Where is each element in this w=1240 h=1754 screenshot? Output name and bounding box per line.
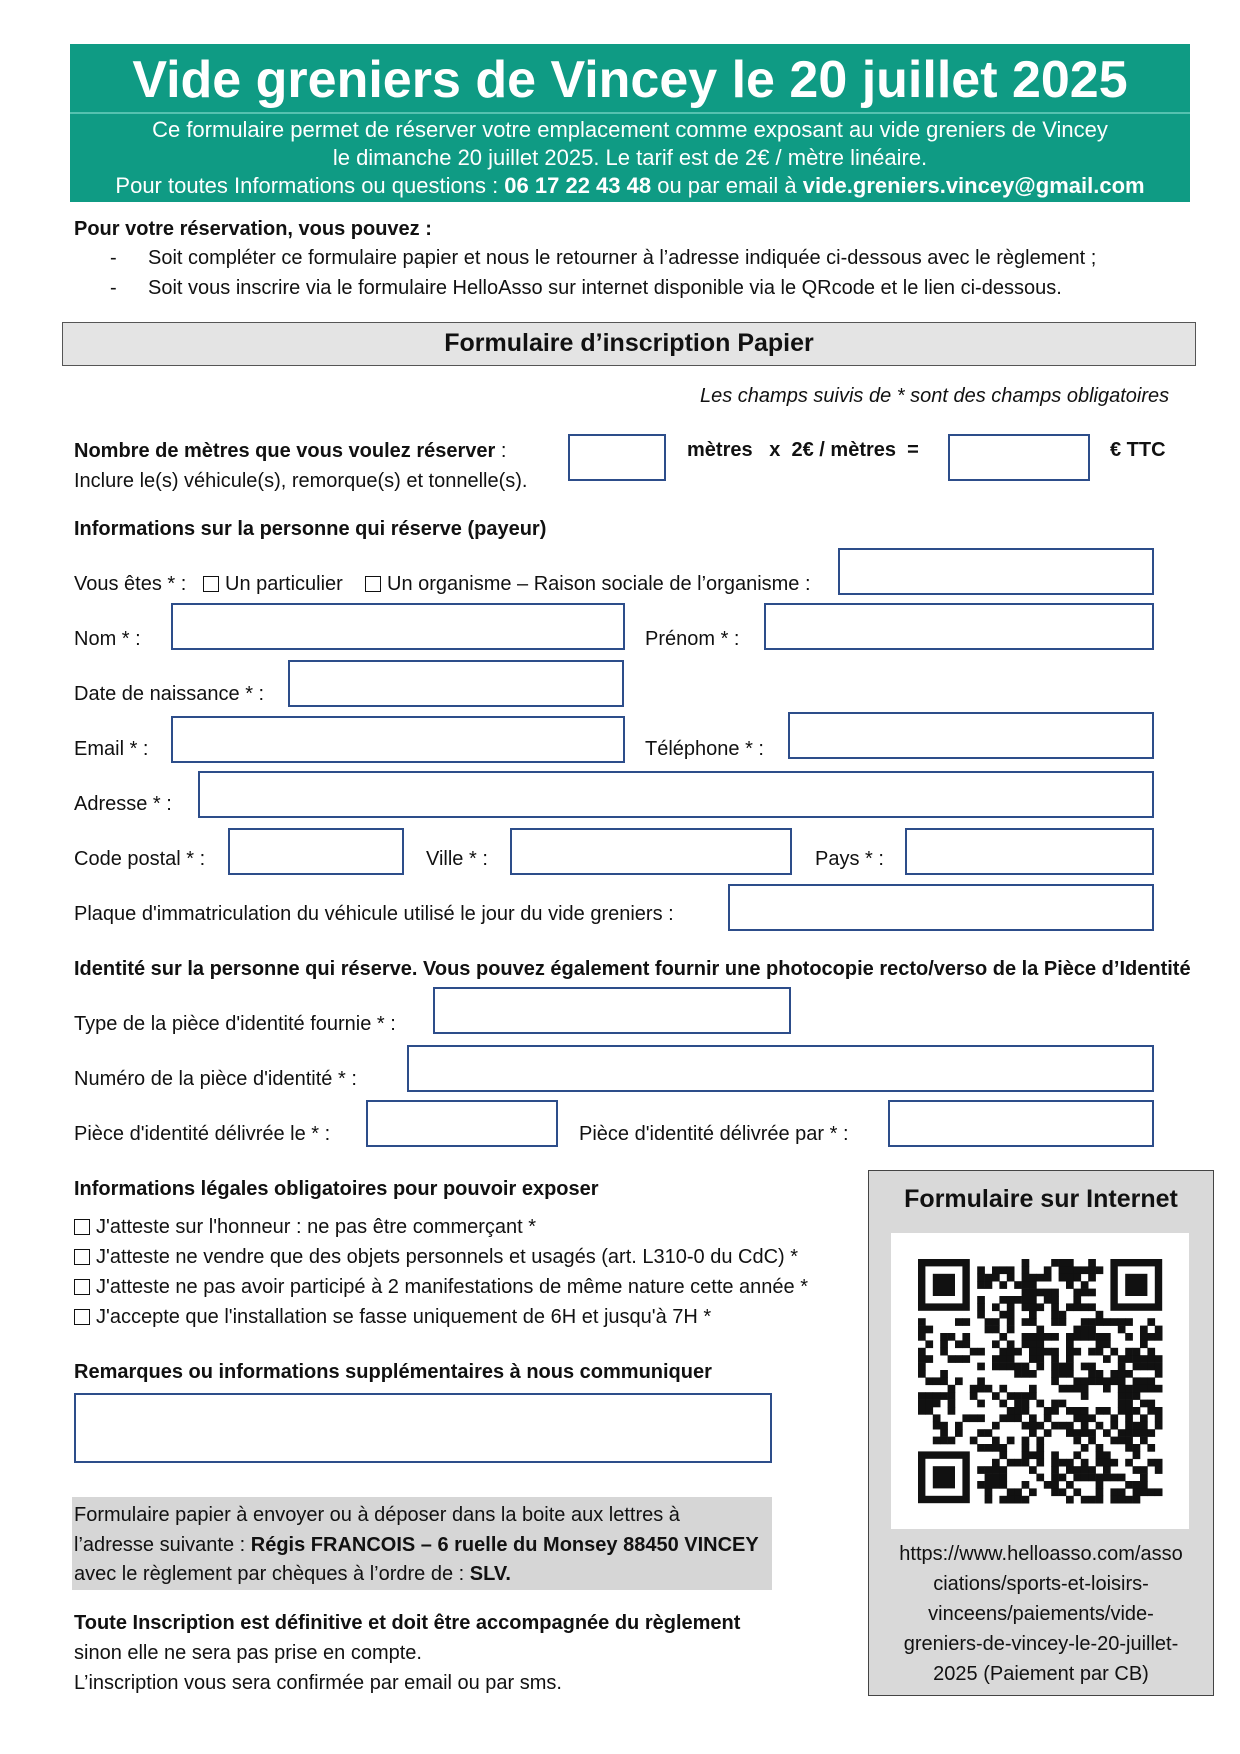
legal-checkbox[interactable] bbox=[74, 1279, 90, 1295]
legal-checkbox[interactable] bbox=[74, 1219, 90, 1235]
qr-code-icon bbox=[891, 1233, 1189, 1529]
contact-email[interactable]: vide.greniers.vincey@gmail.com bbox=[802, 173, 1145, 198]
mailing-address: Régis FRANCOIS – 6 ruelle du Monsey 88450 VINCEY bbox=[250, 1534, 759, 1556]
final-notice: Toute Inscription est définitive et doit être accompagnée du règlement bbox=[74, 1612, 741, 1634]
mailing-line3 bbox=[74, 1561, 511, 1587]
date-naissance-input[interactable] bbox=[288, 660, 624, 707]
currency-label: € TTC bbox=[1110, 439, 1166, 461]
internet-form-panel bbox=[868, 1170, 1214, 1696]
contact-mid: ou par email à bbox=[651, 173, 803, 198]
url-line: 2025 (Paiement par CB) bbox=[933, 1663, 1149, 1685]
code-postal-input[interactable] bbox=[228, 828, 404, 875]
mailing-payee-prefix: avec le règlement par chèques à l’ordre de : bbox=[74, 1563, 470, 1585]
mailing-line1: Formulaire papier à envoyer ou à déposer dans la boite aux lettres à bbox=[74, 1504, 680, 1526]
identity-heading: Identité sur la personne qui réserve. Vous pouvez également fournir une photocopie recto/verso de la Pièce d’Identité bbox=[74, 958, 1191, 980]
id-type-input[interactable] bbox=[433, 987, 791, 1034]
plaque-label: Plaque d'immatriculation du véhicule utilisé le jour du vide greniers : bbox=[74, 903, 674, 925]
bullet-marker: - bbox=[110, 277, 117, 299]
id-type-label: Type de la pièce d'identité fournie * : bbox=[74, 1013, 396, 1035]
form-title: Formulaire d’inscription Papier bbox=[62, 322, 1196, 366]
telephone-label: Téléphone * : bbox=[645, 738, 764, 760]
code-postal-label: Code postal * : bbox=[74, 848, 206, 870]
header-intro-line2: le dimanche 20 juillet 2025. Le tarif est de 2€ / mètre linéaire. bbox=[332, 145, 928, 170]
meters-multiplier: mètres x 2€ / mètres = bbox=[687, 439, 919, 461]
reservation-option-online: Soit vous inscrire via le formulaire HelloAsso sur internet disponible via le QRcode et le lien ci-dessous. bbox=[148, 277, 1062, 299]
id-delivree-le-input[interactable] bbox=[366, 1100, 558, 1147]
date-naissance-label: Date de naissance * : bbox=[74, 683, 265, 705]
meters-label-bold: Nombre de mètres que vous voulez réserver bbox=[74, 440, 496, 462]
legal-item-label: J'atteste sur l'honneur : ne pas être commerçant * bbox=[96, 1216, 537, 1238]
mailing-address-prefix: l’adresse suivante : bbox=[74, 1534, 251, 1556]
header-banner bbox=[70, 44, 1190, 202]
pays-input[interactable] bbox=[905, 828, 1154, 875]
contact-phone[interactable]: 06 17 22 43 48 bbox=[504, 173, 652, 198]
id-delivree-le-label: Pièce d'identité délivrée le * : bbox=[74, 1123, 331, 1145]
url-line: vinceens/paiements/vide- bbox=[928, 1603, 1154, 1625]
plaque-input[interactable] bbox=[728, 884, 1154, 931]
internet-title: Formulaire sur Internet bbox=[904, 1185, 1178, 1213]
remarks-heading: Remarques ou informations supplémentaires à nous communiquer bbox=[74, 1361, 712, 1383]
id-delivree-par-input[interactable] bbox=[888, 1100, 1154, 1147]
remarks-input[interactable] bbox=[74, 1393, 772, 1463]
ville-input[interactable] bbox=[510, 828, 792, 875]
mailing-instructions bbox=[72, 1497, 772, 1590]
particulier-label: Un particulier bbox=[225, 573, 343, 595]
telephone-input[interactable] bbox=[788, 712, 1154, 759]
adresse-label: Adresse * : bbox=[74, 793, 172, 815]
nom-input[interactable] bbox=[171, 603, 625, 650]
bullet-marker: - bbox=[110, 247, 117, 269]
prenom-input[interactable] bbox=[764, 603, 1154, 650]
legal-checkbox[interactable] bbox=[74, 1249, 90, 1265]
ville-label: Ville * : bbox=[426, 848, 488, 870]
legal-item-label: J'accepte que l'installation se fasse uniquement de 6H et jusqu'à 7H * bbox=[96, 1306, 712, 1328]
legal-item-commercant[interactable] bbox=[74, 1214, 536, 1240]
total-price-input[interactable] bbox=[948, 434, 1090, 481]
final-notice-line3: L’inscription vous sera confirmée par email ou par sms. bbox=[74, 1672, 562, 1694]
organisme-option[interactable] bbox=[365, 571, 811, 597]
reservation-option-paper: Soit compléter ce formulaire papier et nous le retourner à l’adresse indiquée ci-dessous avec le règlement ; bbox=[148, 247, 1097, 269]
legal-item-horaires[interactable] bbox=[74, 1304, 711, 1330]
email-label: Email * : bbox=[74, 738, 149, 760]
pays-label: Pays * : bbox=[815, 848, 884, 870]
nom-label: Nom * : bbox=[74, 628, 141, 650]
payer-heading: Informations sur la personne qui réserve (payeur) bbox=[74, 518, 547, 540]
url-line: greniers-de-vincey-le-20-juillet- bbox=[903, 1633, 1179, 1655]
mailing-line2 bbox=[74, 1532, 759, 1558]
meters-sublabel: Inclure le(s) véhicule(s), remorque(s) et tonnelle(s). bbox=[74, 470, 528, 492]
id-numero-label: Numéro de la pièce d'identité * : bbox=[74, 1068, 357, 1090]
url-line: ciations/sports-et-loisirs- bbox=[933, 1573, 1149, 1595]
helloasso-link[interactable] bbox=[869, 1539, 1213, 1689]
mailing-payee: SLV. bbox=[469, 1563, 511, 1585]
contact-prefix: Pour toutes Informations ou questions : bbox=[115, 173, 505, 198]
meters-input[interactable] bbox=[568, 434, 666, 481]
legal-item-manifestations[interactable] bbox=[74, 1274, 808, 1300]
header-contact-line bbox=[70, 172, 1190, 200]
particulier-option[interactable] bbox=[203, 571, 343, 597]
organisme-checkbox[interactable] bbox=[365, 576, 381, 592]
legal-item-label: J'atteste ne pas avoir participé à 2 manifestations de même nature cette année * bbox=[96, 1276, 809, 1298]
header-intro-line1: Ce formulaire permet de réserver votre emplacement comme exposant au vide greniers de Vincey bbox=[152, 117, 1108, 142]
vous-etes-label: Vous êtes * : bbox=[74, 573, 187, 595]
particulier-checkbox[interactable] bbox=[203, 576, 219, 592]
final-notice-line2: sinon elle ne sera pas prise en compte. bbox=[74, 1642, 422, 1664]
meters-label-suffix: : bbox=[495, 440, 507, 462]
id-numero-input[interactable] bbox=[407, 1045, 1154, 1092]
reservation-heading: Pour votre réservation, vous pouvez : bbox=[74, 218, 432, 240]
raison-sociale-input[interactable] bbox=[838, 548, 1154, 595]
legal-heading: Informations légales obligatoires pour pouvoir exposer bbox=[74, 1178, 599, 1200]
meters-label bbox=[74, 438, 506, 464]
legal-checkbox[interactable] bbox=[74, 1309, 90, 1325]
organisme-label: Un organisme – Raison sociale de l’organisme : bbox=[387, 573, 811, 595]
legal-item-label: J'atteste ne vendre que des objets personnels et usagés (art. L310-0 du CdC) * bbox=[96, 1246, 799, 1268]
id-delivree-par-label: Pièce d'identité délivrée par * : bbox=[579, 1123, 849, 1145]
legal-item-objets[interactable] bbox=[74, 1244, 798, 1270]
header-divider bbox=[70, 112, 1190, 114]
required-fields-note: Les champs suivis de * sont des champs obligatoires bbox=[700, 385, 1170, 407]
url-line: https://www.helloasso.com/asso bbox=[899, 1543, 1183, 1565]
prenom-label: Prénom * : bbox=[645, 628, 740, 650]
qr-code[interactable] bbox=[891, 1233, 1189, 1529]
adresse-input[interactable] bbox=[198, 771, 1154, 818]
page-title: Vide greniers de Vincey le 20 juillet 2025 bbox=[132, 51, 1128, 109]
email-input[interactable] bbox=[171, 716, 625, 763]
